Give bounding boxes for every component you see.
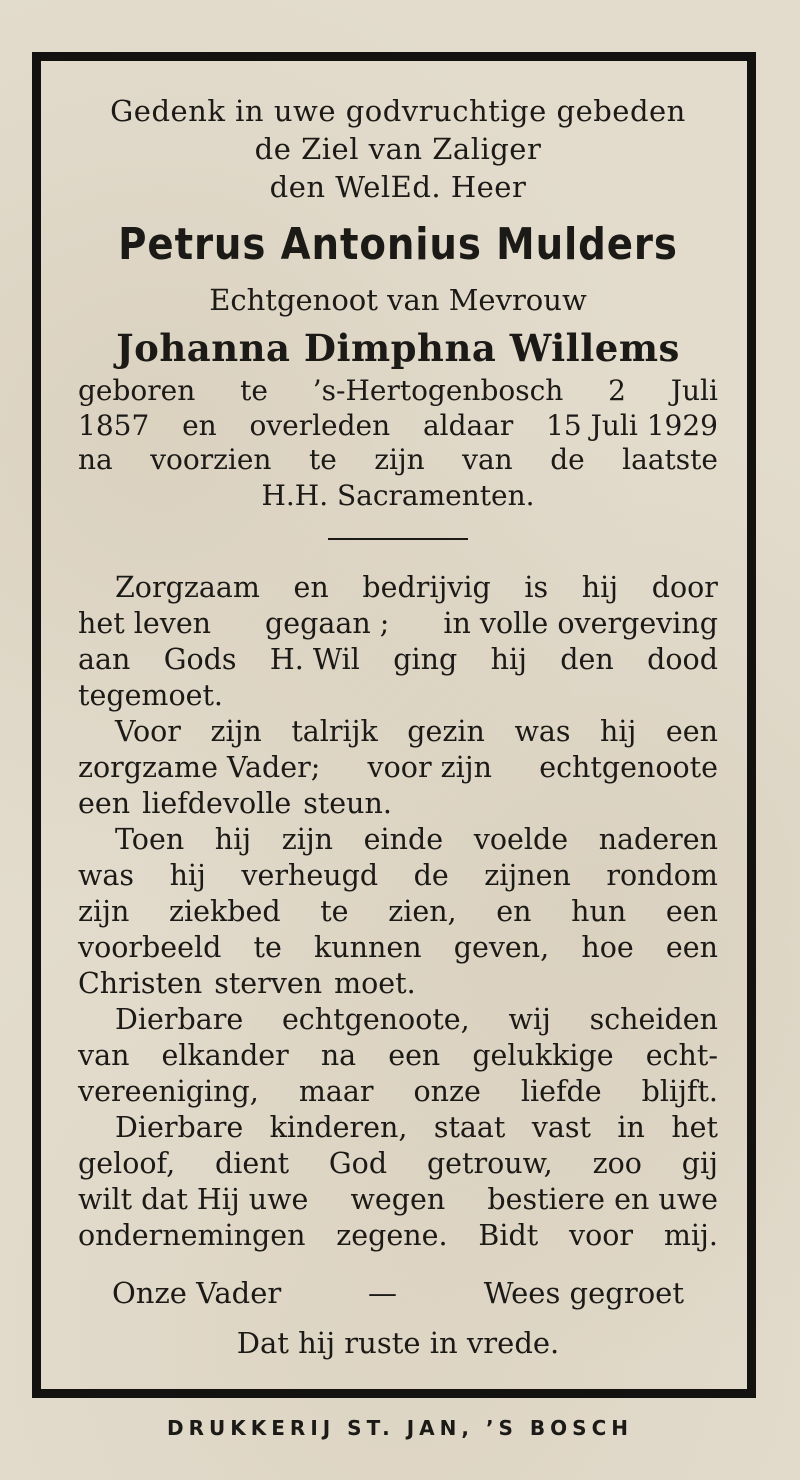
word: van: [78, 1038, 130, 1072]
word: hij: [581, 570, 619, 604]
word: aan: [78, 642, 131, 676]
body-line: [78, 858, 718, 894]
word: een: [665, 930, 718, 964]
body-line: [78, 570, 718, 606]
word: vast: [531, 1110, 591, 1144]
word: zijn: [78, 894, 130, 928]
word: in: [617, 1110, 645, 1144]
word: onze: [413, 1074, 481, 1108]
word: na: [320, 1038, 357, 1072]
body-line: [78, 642, 718, 678]
word: echtgenoote: [539, 750, 718, 784]
word: Bidt: [478, 1218, 539, 1252]
word: scheiden: [589, 1002, 718, 1036]
word: overleden: [249, 408, 391, 442]
word: voor zijn: [367, 750, 492, 784]
word: Dierbare: [115, 1002, 244, 1036]
word: moet.: [334, 966, 416, 1000]
word: kinderen,: [269, 1110, 408, 1144]
word: God: [328, 1146, 388, 1180]
word: verheugd: [241, 858, 379, 892]
body-line: [78, 786, 718, 822]
word: wij: [508, 1002, 551, 1036]
word: hij: [214, 822, 252, 856]
body-line: [78, 678, 718, 714]
word: te: [240, 374, 268, 407]
word: hij: [490, 642, 527, 676]
word: hun: [571, 894, 627, 928]
body-line: [78, 1218, 718, 1254]
word: echtgenoote,: [281, 1002, 470, 1036]
word: echt-: [645, 1038, 718, 1072]
word: gij: [681, 1146, 718, 1180]
word: een: [388, 1038, 441, 1072]
printer-imprint: DRUKKERIJ ST. JAN, ’S BOSCH: [167, 1416, 633, 1440]
word: het leven: [78, 606, 212, 640]
word: zorgzame Vader;: [78, 750, 321, 784]
word: en: [496, 894, 532, 928]
word: geloof,: [78, 1146, 176, 1180]
word: te: [320, 894, 349, 928]
word: H. Wil: [269, 642, 360, 676]
word: aldaar: [422, 408, 514, 442]
word: en: [182, 408, 217, 442]
word: hoe: [581, 930, 634, 964]
word: staat: [433, 1110, 506, 1144]
word: mij.: [663, 1218, 718, 1252]
word: steun.: [303, 786, 392, 820]
rest-in-peace: Dat hij ruste in vrede.: [236, 1325, 560, 1360]
word: gezin: [407, 714, 485, 748]
spouse-name: Johanna Dimphna Willems: [116, 326, 680, 370]
word: Voor: [115, 714, 181, 748]
word: bedrijvig: [362, 570, 491, 604]
word: zoo: [592, 1146, 642, 1180]
word: hij: [600, 714, 637, 748]
birth-death-block: [78, 374, 718, 478]
word: blijft.: [641, 1074, 718, 1108]
body-line: [78, 930, 718, 966]
body-text: [78, 570, 718, 1254]
word: den: [560, 642, 614, 676]
word: zijn: [281, 822, 334, 856]
divider-rule: [328, 538, 468, 540]
birth-death-line: [78, 374, 718, 409]
body-line: [78, 750, 718, 786]
body-line: [78, 1146, 718, 1182]
body-line: [78, 1038, 718, 1074]
word: is: [524, 570, 549, 604]
word: na: [78, 443, 113, 476]
word: dient: [215, 1146, 290, 1180]
word: was: [78, 858, 135, 892]
word: voor: [569, 1218, 634, 1252]
word: ziekbed: [168, 894, 281, 928]
word: zien,: [388, 894, 457, 928]
word: te: [308, 443, 337, 476]
prayer-dash: —: [367, 1275, 397, 1310]
prayer-hail-mary: Wees gegroet: [483, 1275, 684, 1310]
birth-death-line: [78, 409, 718, 444]
body-line: [78, 714, 718, 750]
word: zijn: [210, 714, 262, 748]
word: Zorgzaam: [115, 570, 260, 604]
word: te: [253, 930, 282, 964]
word: wilt dat Hij uwe: [78, 1182, 309, 1216]
body-line: [78, 966, 718, 1002]
word: 15 Juli 1929: [546, 408, 718, 442]
closing-prayers: [78, 1268, 718, 1368]
sacraments-line: H.H. Sacramenten.: [261, 478, 535, 512]
word: zijn: [374, 443, 425, 476]
word: een: [665, 894, 718, 928]
word: liefdevolle: [142, 786, 292, 820]
word: gegaan ;: [265, 606, 390, 640]
word: elkander: [161, 1038, 289, 1072]
memorial-card-content: [78, 92, 718, 1368]
body-line: [78, 822, 718, 858]
body-line: [78, 1074, 718, 1110]
word: Gods: [163, 642, 237, 676]
word: Toen: [115, 822, 185, 856]
word: een: [78, 786, 131, 820]
prayer-our-father: Onze Vader: [112, 1275, 282, 1310]
spouse-intro: Echtgenoot van Mevrouw: [209, 283, 587, 317]
word: Dierbare: [115, 1110, 244, 1144]
word: Juli: [670, 374, 718, 407]
word: hij: [169, 858, 206, 892]
word: een: [665, 714, 718, 748]
word: voorzien: [150, 443, 272, 476]
word: dood: [647, 642, 718, 676]
word: kunnen: [314, 930, 422, 964]
word: naderen: [598, 822, 718, 856]
body-line: [78, 606, 718, 642]
word: zijnen: [484, 858, 571, 892]
word: 2: [608, 374, 626, 407]
word: was: [514, 714, 571, 748]
word: maar: [298, 1074, 374, 1108]
word: ging: [393, 642, 458, 676]
word: voelde: [473, 822, 569, 856]
word: en: [293, 570, 329, 604]
word: ’s-Hertogenbosch: [312, 374, 564, 407]
word: wegen: [350, 1182, 446, 1216]
body-line: [78, 1110, 718, 1146]
prayer-line: [78, 1268, 718, 1318]
word: 1857: [78, 408, 150, 442]
intro-line: de Ziel van Zaliger: [254, 132, 542, 166]
word: door: [651, 570, 718, 604]
word: Christen: [78, 966, 203, 1000]
word: getrouw,: [426, 1146, 553, 1180]
word: tegemoet.: [78, 678, 223, 712]
word: liefde: [520, 1074, 602, 1108]
word: sterven: [214, 966, 323, 1000]
word: talrijk: [291, 714, 378, 748]
word: de: [550, 443, 585, 476]
word: voorbeeld: [78, 930, 222, 964]
word: het: [671, 1110, 718, 1144]
word: geboren: [78, 374, 196, 407]
intro-line: Gedenk in uwe godvruchtige gebeden: [110, 94, 686, 128]
intro-line: den WelEd. Heer: [269, 170, 527, 204]
word: gelukkige: [472, 1038, 614, 1072]
birth-death-line: [78, 443, 718, 478]
word: ondernemingen: [78, 1218, 306, 1252]
word: laatste: [622, 443, 718, 476]
word: van: [462, 443, 513, 476]
word: geven,: [453, 930, 550, 964]
word: einde: [363, 822, 444, 856]
word: in volle overgeving: [443, 606, 718, 640]
body-line: [78, 1002, 718, 1038]
word: de: [413, 858, 449, 892]
body-line: [78, 1182, 718, 1218]
deceased-name: Petrus Antonius Mulders: [118, 219, 678, 270]
word: vereeniging,: [78, 1074, 259, 1108]
word: rondom: [606, 858, 718, 892]
body-line: [78, 894, 718, 930]
word: zegene.: [336, 1218, 448, 1252]
word: bestiere en uwe: [487, 1182, 718, 1216]
